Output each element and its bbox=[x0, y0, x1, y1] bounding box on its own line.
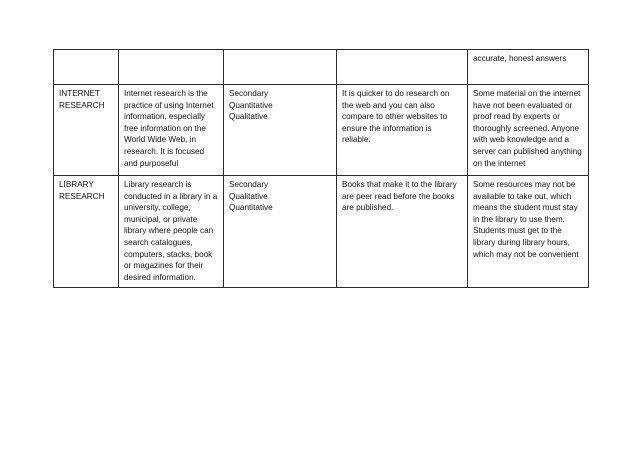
type-label: Secondary bbox=[229, 180, 269, 189]
type-label: Qualitative bbox=[229, 112, 268, 122]
disadvantages-cell bbox=[468, 176, 589, 288]
table-cell bbox=[224, 50, 337, 85]
type-label: Qualitative bbox=[229, 191, 268, 201]
types-cell bbox=[224, 176, 337, 288]
method-cell bbox=[54, 85, 119, 176]
description-text: Library research is conducted in a library in a university, college, municipal, or private library where people can search catalogues, computers, stacks, book or magazines for their desired information. bbox=[124, 180, 218, 282]
description-cell bbox=[119, 85, 224, 176]
type-label: Quantitative bbox=[229, 203, 273, 213]
table-cell bbox=[119, 50, 224, 85]
disadvantages-cell bbox=[468, 85, 589, 176]
advantages-text: Books that make it to the library are peer read before the books are published. bbox=[342, 180, 457, 213]
method-cell bbox=[54, 176, 119, 288]
description-cell bbox=[119, 176, 224, 288]
types-cell bbox=[224, 85, 337, 176]
disadvantages-cell bbox=[468, 50, 589, 85]
advantages-cell bbox=[337, 85, 468, 176]
table-row bbox=[54, 85, 589, 176]
table-row bbox=[54, 176, 589, 288]
method-name: LIBRARY RESEARCH bbox=[59, 180, 105, 201]
disadvantages-text: Some material on the internet have not been evaluated or proof read by experts or thoroughly screened. Anyone with web knowledge and a server can published anything on the internet bbox=[473, 89, 582, 168]
table-cell bbox=[337, 50, 468, 85]
table-cell bbox=[54, 50, 119, 85]
type-label: Secondary bbox=[229, 89, 269, 98]
advantages-cell bbox=[337, 176, 468, 288]
method-name: INTERNET RESEARCH bbox=[59, 89, 105, 110]
description-text: Internet research is the practice of using Internet information, especially free information on the World Wide Web, in research. It is focused and purposeful bbox=[124, 89, 214, 168]
type-label: Quantitative bbox=[229, 100, 273, 110]
disadvantages-text: Some resources may not be available to take out, which means the student must stay in the library to use them. Students must get to the library during library hours, which may not be convenient bbox=[473, 180, 579, 259]
table-row bbox=[54, 50, 589, 85]
disadvantages-text: accurate, honest answers bbox=[473, 54, 567, 63]
research-methods-table bbox=[53, 49, 589, 288]
advantages-text: It is quicker to do research on the web and you can also compare to other websites to ensure the information is reliable. bbox=[342, 89, 450, 145]
